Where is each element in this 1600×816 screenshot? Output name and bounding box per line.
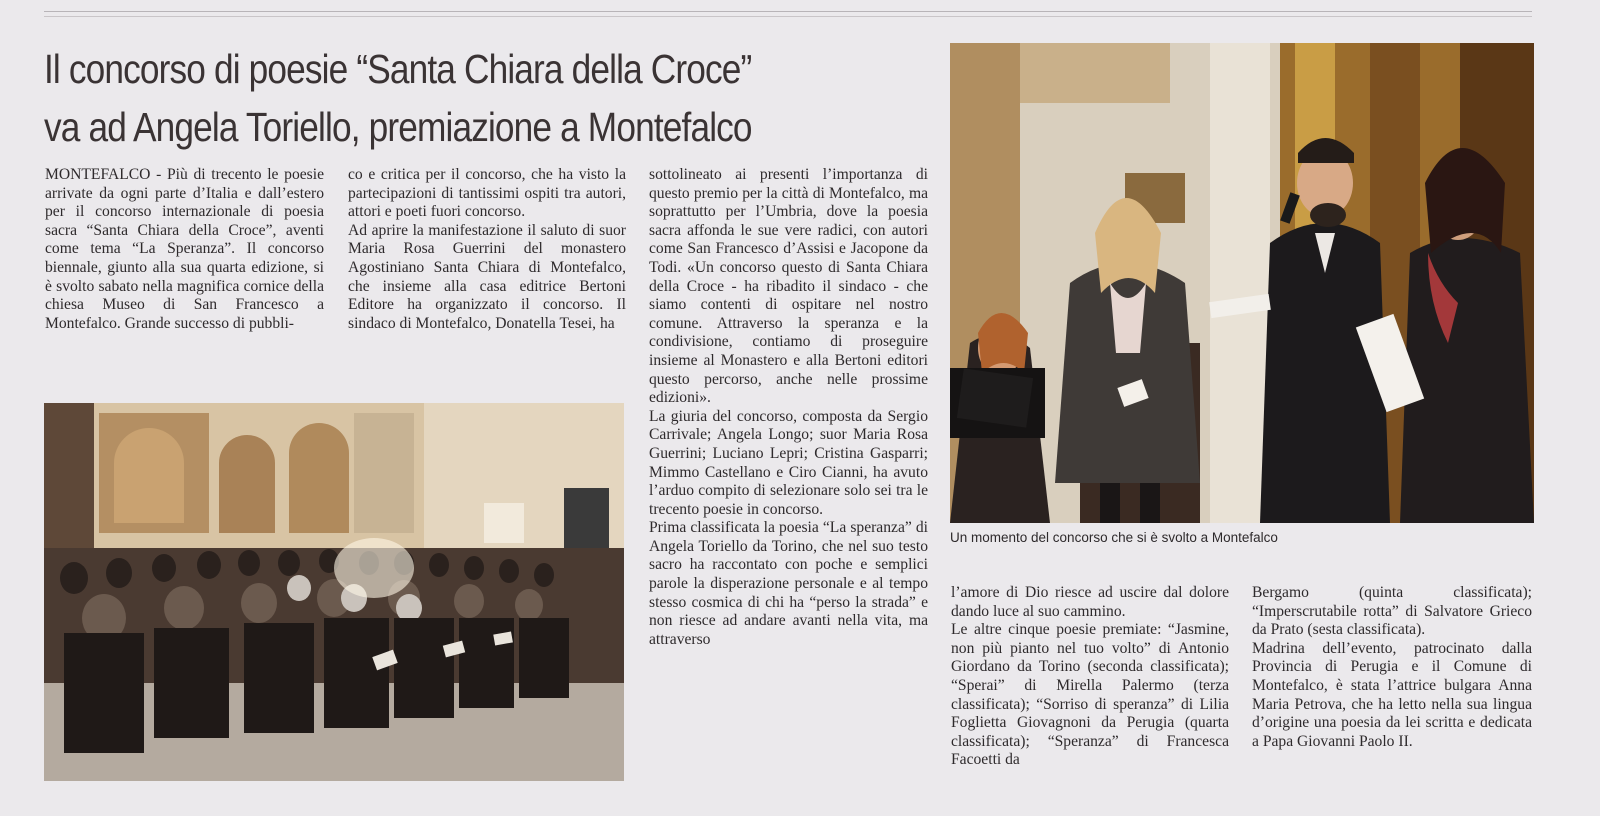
- article-column-2: [348, 166, 626, 333]
- column-3-paragraph-1: sottolineato ai presenti l’importanza di questo premio per la città di Montefalco, ma soprattutto per l’Umbria, dove la poesia sacra affonda le sue vere radici, con autori come San Francesco d’Assisi e Jacopone da Todi. «Un concorso questo di Santa Chiara della Croce - ha ribadito il sindaco - che siamo contenti di ospitare nel nostro comune. Attraverso la speranza e la condivisione, contiamo di proseguire insieme al Monastero e alla Bertoni editori questo percorso, anche nelle prossime edizioni».: [649, 166, 928, 407]
- column-3-paragraph-2: La giuria del concorso, composta da Sergio Carrivale; Angela Longo; suor Maria Rosa Guerrini; Luciano Lepri; Cristina Gasparri; Mimmo Castellano e Ciro Cianni, ha avuto l’arduo compito di selezionare solo sei tra le trecento poesie in concorso.: [649, 407, 928, 518]
- audience-photo-illustration: [44, 403, 624, 781]
- column-3-paragraph-3: Prima classificata la poesia “La speranza” di Angela Toriello da Torino, che nel suo testo sacro ha raccontato con poche e semplici parole la disperazione personale e al tempo stesso cosmica di chi ha “perso la strada” e non riesce ad andare avanti nella vita, ma attraverso: [649, 519, 928, 648]
- article-column-1: [45, 166, 324, 333]
- top-rule: [44, 11, 1532, 17]
- column-2-paragraph-2: Ad aprire la manifestazione il saluto di suor Maria Rosa Guerrini del monastero Agostiniano Santa Chiara di Montefalco, che insieme alla casa editrice Bertoni Editore ha organizzato il concorso. Il sindaco di Montefalco, Donatella Tesei, ha: [348, 221, 626, 332]
- stage-photo-illustration: [950, 43, 1534, 523]
- audience-photo: [44, 403, 624, 781]
- column-5-paragraph-2: Madrina dell’evento, patrocinato dalla Provincia di Perugia e il Comune di Montefalco, è stata l’attrice bulgara Anna Maria Petrova, che ha letto nella sua lingua d’origine una poesia da lei scritta e dedicata a Papa Giovanni Paolo II.: [1252, 639, 1532, 750]
- column-1-text: MONTEFALCO - Più di trecento le poesie arrivate da ogni parte d’Italia e dall’estero per il concorso internazionale di poesia sacra “Santa Chiara della Croce”, aventi come tema “La Speranza”. Il concorso biennale, giunto alla sua quarta edizione, si è svolto sabato nella magnifica cornice della chiesa Museo di San Francesco a Montefalco. Grande successo di pubbli-: [45, 166, 324, 332]
- stage-photo: [950, 43, 1534, 523]
- headline-line-2: va ad Angela Toriello, premiazione a Montefalco: [44, 104, 752, 150]
- photo-caption: Un momento del concorso che si è svolto a Montefalco: [950, 530, 1278, 545]
- column-4-paragraph-1: l’amore di Dio riesce ad uscire dal dolore dando luce al suo cammino.: [951, 584, 1229, 620]
- column-4-paragraph-2: Le altre cinque poesie premiate: “Jasmine, non più pianto nel tuo volto” di Antonio Giordano da Torino (seconda classificata); “Sperai” di Mirella Palermo (terza classificata); “Sorriso di speranza” di Lilia Foglietta Giovagnoni da Perugia (quarta classificata); “Speranza” di Francesca Facoetti da: [951, 621, 1229, 769]
- column-2-paragraph-1: co e critica per il concorso, che ha visto la partecipazioni di tantissimi ospiti tra autori, attori e poeti fuori concorso.: [348, 166, 626, 221]
- article-headline: [44, 40, 801, 156]
- article-column-4: [951, 584, 1229, 770]
- article-column-5: [1252, 584, 1532, 751]
- headline-line-1: Il concorso di poesie “Santa Chiara della Croce”: [44, 46, 752, 92]
- article-column-3: [649, 166, 928, 649]
- column-5-paragraph-1: Bergamo (quinta classificata); “Imperscrutabile rotta” di Salvatore Grieco da Prato (sesta classificata).: [1252, 584, 1532, 639]
